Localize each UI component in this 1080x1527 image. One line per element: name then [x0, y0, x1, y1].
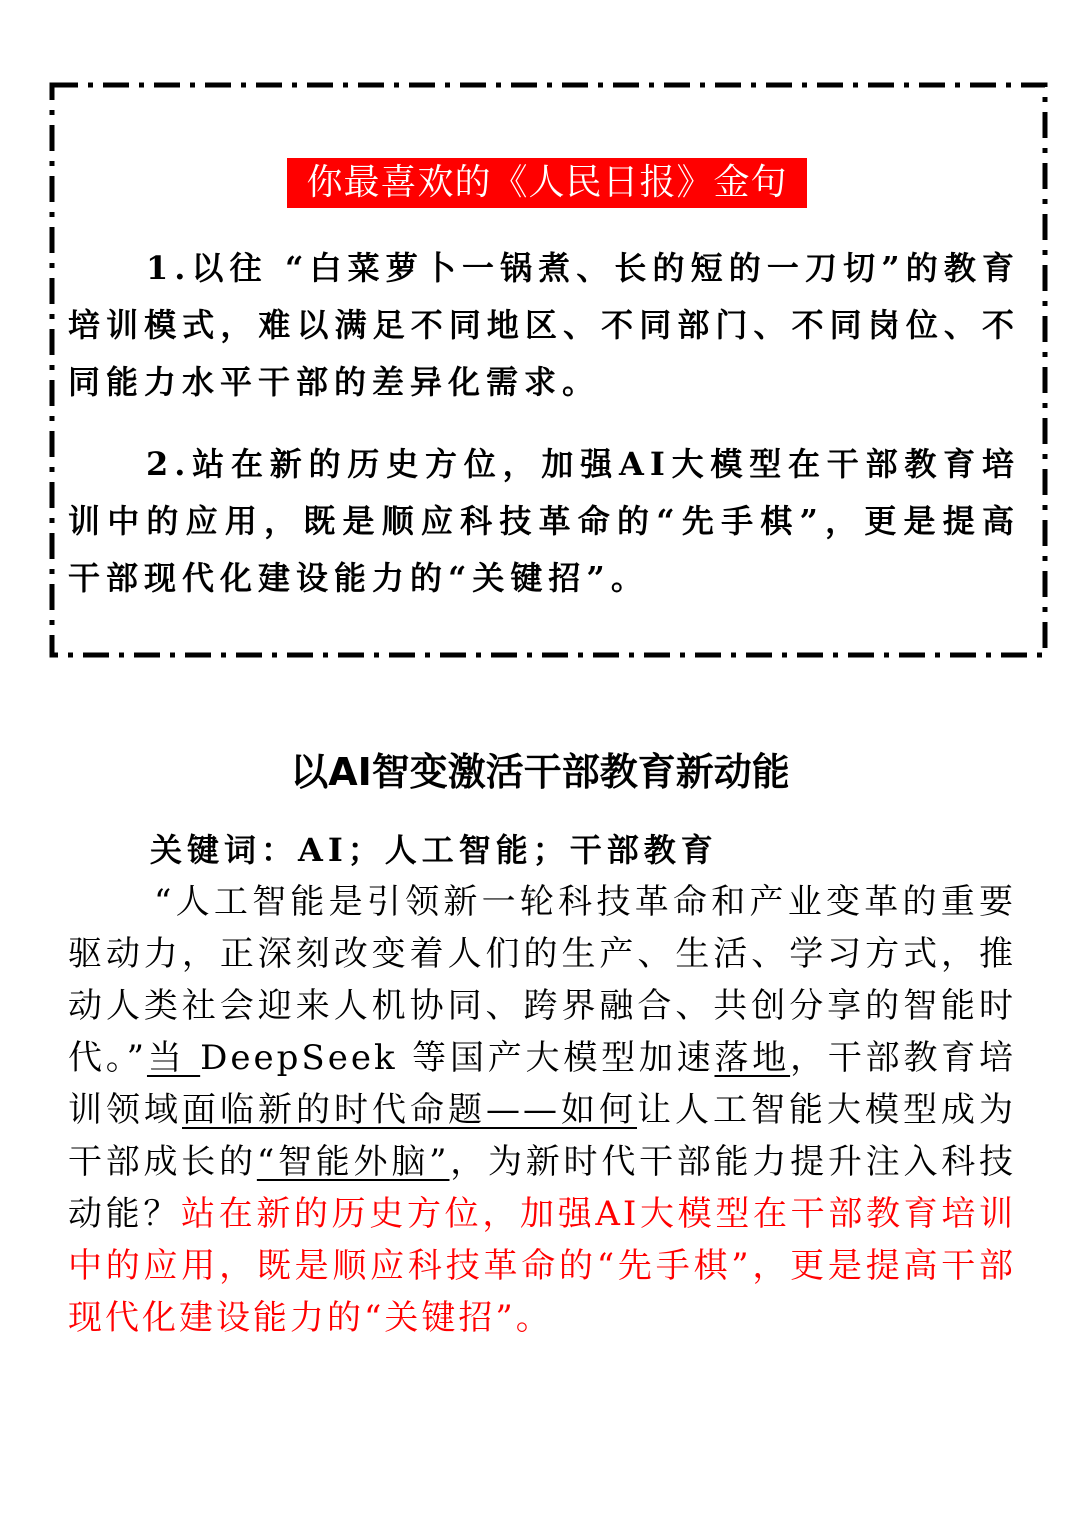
quote-1: 1.以往 “白菜萝卜一锅煮、长的短的一刀切”的教育培训模式，难以满足不同地区、不同部门、不同岗位、不同能力水平干部的差异化需求。 [68, 249, 1020, 401]
body-red-highlight: 站在新的历史方位，加强AI大模型在干部教育培训中的应用，既是顺应科技革命的“先手棋”，更是提高干部现代化建设能力的“关键招”。 [68, 1194, 1017, 1338]
body-underline-dang: 当 [146, 1038, 201, 1078]
keywords-line: 关键词：AI；人工智能；干部教育 [150, 831, 718, 869]
article-title: 以AI智变激活干部教育新动能 [290, 750, 790, 794]
body-deepseek: DeepSeek 等国产大模型加速 [200, 1038, 715, 1078]
banner-title: 你最喜欢的《人民日报》金句 [287, 158, 807, 208]
body-rang: 让人工智能大模型成为干部成长的 [68, 1090, 1016, 1182]
body-ganbu: ，干部教育培训领域 [68, 1038, 1017, 1130]
article-body [68, 876, 1016, 1344]
body-quote: “人工智能是引领新一轮科技革命和产业变革的重要驱动力，正深刻改变着人们的生产、生活、学习方式，推动人类社会迎来人机协同、跨界融合、共创分享的智能时代。” [68, 882, 1016, 1078]
body-dongneng: ，为新时代干部能力提升注入科技动能？ [68, 1142, 1017, 1234]
quote-2: 2.站在新的历史方位，加强AI大模型在干部教育培训中的应用，既是顺应科技革命的“先手棋”，更是提高干部现代化建设能力的“关键招”。 [68, 445, 1020, 597]
body-underline-wainao: “智能外脑” [256, 1142, 450, 1182]
body-underline-luodi: 落地 [714, 1038, 791, 1078]
body-underline-mingti: 面临新的时代命题——如何 [182, 1090, 637, 1130]
